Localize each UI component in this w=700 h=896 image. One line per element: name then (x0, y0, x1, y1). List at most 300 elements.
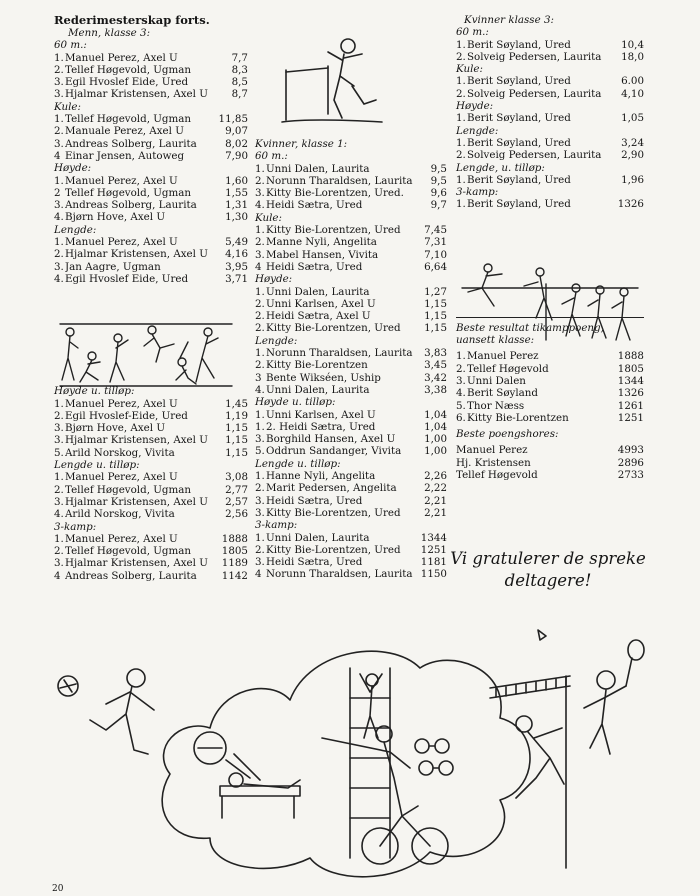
athlete-name: Heidi Sætra, Ured (266, 260, 363, 273)
athlete-name: Hanne Nyli, Angelita (266, 470, 376, 483)
rank: 1. (456, 112, 466, 125)
athlete-name: Solveig Pedersen, Laurita (467, 50, 602, 63)
rank: 1. (456, 75, 466, 88)
results-column-men-class-3 (54, 14, 248, 582)
results-column-women-class-3 (456, 14, 644, 481)
rank: 4. (54, 508, 64, 521)
result-value: 8,3 (231, 63, 248, 76)
result-value: 7,45 (424, 224, 447, 237)
result-value: 7,7 (231, 51, 248, 64)
rank: 1. (54, 51, 64, 64)
event-heading: 60 m.: (255, 150, 288, 163)
rank: 1. (54, 471, 64, 484)
result-value: 2896 (617, 456, 644, 469)
result-value: 1344 (617, 374, 644, 387)
result-row (255, 249, 447, 261)
athlete-name: Borghild Hansen, Axel U (266, 433, 396, 446)
rank: 2 (54, 186, 61, 199)
gymnastics-illustration (56, 318, 236, 390)
event-heading: Høyde: (54, 162, 92, 175)
results-group (255, 150, 447, 580)
result-value: 3,71 (225, 272, 248, 285)
result-row (54, 261, 248, 273)
rank: 2. (456, 149, 466, 162)
athlete-name: Mabel Hansen, Vivita (266, 248, 379, 261)
rank: 2. (54, 409, 64, 422)
rank: 4 (255, 260, 262, 273)
event-heading: Kule: (456, 63, 483, 76)
result-row (255, 236, 447, 248)
athlete-name: Tellef Høgevold, Ugman (65, 483, 192, 496)
result-value: 3,24 (621, 136, 644, 149)
result-row (54, 471, 248, 483)
result-value: 7,90 (225, 149, 248, 162)
rank: 3. (255, 556, 265, 569)
best-scorers-heading: Beste poengshores: (456, 428, 559, 441)
result-row (54, 508, 248, 520)
athlete-name: Hjalmar Kristensen, Axel U (65, 434, 208, 447)
result-row (54, 211, 248, 223)
event-heading: Lengde: (456, 124, 499, 137)
result-value: 1,15 (225, 446, 248, 459)
rank: 2. (255, 174, 265, 187)
event-heading: Kule: (255, 211, 282, 224)
result-row (255, 445, 447, 457)
rank: 2. (54, 483, 64, 496)
result-value: 9,5 (430, 174, 447, 187)
athlete-name: Andreas Solberg, Laurita (65, 199, 197, 212)
event-heading: 60 m.: (54, 39, 87, 52)
result-row (456, 375, 644, 387)
athlete-name: Egil Hvoslef Eide, Ured (65, 272, 189, 285)
athlete-name: Kitty Bie-Lorentzen, Ured (266, 322, 401, 335)
athlete-name: Berit Søyland, Ured (467, 173, 571, 186)
result-row (255, 224, 447, 236)
event-heading: Kule: (54, 100, 81, 113)
result-value: 1251 (617, 411, 644, 424)
result-row (255, 199, 447, 211)
athlete-name: Hjalmar Kristensen, Axel U (65, 557, 208, 570)
rank: 2. (255, 297, 265, 310)
result-value: 1,15 (424, 310, 447, 323)
result-value: 1888 (221, 532, 248, 545)
rank: 1. (54, 113, 64, 126)
result-value: 2,90 (621, 149, 644, 162)
result-row (456, 469, 644, 481)
result-value: 3,95 (225, 260, 248, 273)
result-row (255, 261, 447, 273)
rank: 2. (255, 359, 265, 372)
athlete-name: Andreas Solberg, Laurita (65, 137, 197, 150)
athlete-name: Kitty Bie-Lorentzen, Ured (266, 506, 401, 519)
result-row (54, 248, 248, 260)
results-group (54, 385, 248, 582)
rank: 2. (456, 50, 466, 63)
rank: 2. (255, 236, 265, 249)
rank: 4. (255, 199, 265, 212)
event-heading: Høyde u. tilløp: (54, 385, 135, 398)
result-value: 9,6 (430, 187, 447, 200)
result-row (54, 570, 248, 582)
rank: 3. (54, 199, 64, 212)
result-row (54, 113, 248, 125)
rank: 5. (54, 446, 64, 459)
athlete-name: Manuel Perez, Axel U (65, 471, 178, 484)
result-value: 7,10 (424, 248, 447, 261)
page-number: 20 (52, 884, 64, 894)
result-row (255, 482, 447, 494)
result-row (255, 384, 447, 396)
result-row (54, 236, 248, 248)
event-heading: 3-kamp: (54, 520, 97, 533)
result-value: 1326 (617, 198, 644, 211)
rank: 3. (54, 434, 64, 447)
athlete-name: Hjalmar Kristensen, Axel U (65, 495, 208, 508)
result-row (255, 495, 447, 507)
rank: 6. (456, 411, 466, 424)
result-value: 10,4 (621, 38, 644, 51)
rank: 3. (255, 433, 265, 446)
results-group (54, 39, 248, 285)
athlete-name: Arild Norskog, Vivita (65, 508, 175, 521)
athlete-name: Manuel Perez, Axel U (65, 174, 178, 187)
result-value: 11,85 (218, 113, 248, 126)
rank: 1. (54, 174, 64, 187)
result-row (456, 412, 644, 424)
result-row (255, 187, 447, 199)
result-row (456, 149, 644, 161)
rank: 3. (54, 260, 64, 273)
result-value: 18,0 (621, 50, 644, 63)
result-row (255, 359, 447, 371)
rank: 3. (54, 137, 64, 150)
result-value: 8,5 (231, 76, 248, 89)
athlete-name: Unni Dalen, Laurita (266, 162, 370, 175)
athlete-name: Kitty Bie-Lorentzen (467, 411, 569, 424)
result-value: 1,30 (225, 211, 248, 224)
result-value: 9,07 (225, 125, 248, 138)
athlete-name: Tellef Høgevold, Ugman (65, 63, 192, 76)
result-value: 1261 (617, 399, 644, 412)
rank: 2. (255, 322, 265, 335)
result-value: 2733 (617, 469, 644, 482)
rank: 4. (54, 272, 64, 285)
results-group (456, 26, 644, 210)
athlete-name: Kitty Bie-Lorentzen (266, 359, 368, 372)
event-heading: Høyde u. tilløp: (255, 396, 336, 409)
rank: 4 (255, 568, 262, 581)
rank: 4 (54, 569, 61, 582)
result-row (54, 138, 248, 150)
result-row (54, 187, 248, 199)
result-value: 1326 (617, 387, 644, 400)
rank: 2. (255, 310, 265, 323)
athlete-name: Berit Søyland, Ured (467, 112, 571, 125)
result-row (54, 52, 248, 64)
rank: 3. (255, 506, 265, 519)
athlete-name: Hj. Kristensen (456, 456, 531, 469)
athlete-name: Solveig Pedersen, Laurita (467, 87, 602, 100)
result-value: 4,16 (225, 248, 248, 261)
rank: 1. (54, 236, 64, 249)
athlete-name: Unni Dalen (467, 374, 526, 387)
result-value: 1,04 (424, 408, 447, 421)
rank: 2. (456, 87, 466, 100)
athlete-name: Kitty Bie-Lorentzen, Ured (266, 224, 401, 237)
result-value: 3,42 (424, 371, 447, 384)
result-value: 1189 (221, 557, 248, 570)
rank: 1. (456, 198, 466, 211)
rank: 1. (255, 285, 265, 298)
result-row (255, 298, 447, 310)
rank: 5. (456, 399, 466, 412)
result-row (54, 76, 248, 88)
result-value: 8,02 (225, 137, 248, 150)
result-value: 4993 (617, 444, 644, 457)
athlete-name: Oddrun Sandanger, Vivita (266, 445, 402, 458)
rank: 3. (54, 422, 64, 435)
result-value: 1344 (420, 531, 447, 544)
result-row (255, 470, 447, 482)
rank: 1. (54, 532, 64, 545)
result-value: 1,15 (424, 322, 447, 335)
result-row (255, 409, 447, 421)
athlete-name: Egil Hvoslef-Eide, Ured (65, 409, 188, 422)
athlete-name: Tellef Høgevold, Ugman (65, 545, 192, 558)
event-heading: Lengde: (255, 334, 298, 347)
athlete-name: Bjørn Hove, Axel U (65, 422, 166, 435)
event-heading: Lengde, u. tilløp: (456, 161, 545, 174)
result-row (255, 175, 447, 187)
congratulations-message (450, 548, 646, 592)
result-row (54, 410, 248, 422)
result-value: 5,49 (225, 236, 248, 249)
congratulations-line-2: deltagere! (504, 571, 592, 590)
rank: 4. (255, 383, 265, 396)
athlete-name: Unni Karlsen, Axel U (266, 297, 376, 310)
result-row (456, 88, 644, 100)
result-value: 6,64 (424, 260, 447, 273)
result-value: 2,57 (225, 495, 248, 508)
result-row (456, 174, 644, 186)
result-value: 3,83 (424, 347, 447, 360)
rank: 1. (54, 397, 64, 410)
sports-scene-illustration (50, 628, 650, 888)
result-value: 3,08 (225, 471, 248, 484)
event-heading: Høyde: (255, 273, 293, 286)
result-value: 1,55 (225, 186, 248, 199)
class-heading: Menn, klasse 3: (68, 27, 151, 39)
result-value: 1,05 (621, 112, 644, 125)
result-row (54, 533, 248, 545)
athlete-name: Berit Søyland, Ured (467, 136, 571, 149)
rank: 2. (255, 482, 265, 495)
event-heading: 60 m.: (456, 26, 489, 39)
rank: 1. (255, 224, 265, 237)
rank: 2. (54, 63, 64, 76)
result-value: 1,27 (424, 285, 447, 298)
result-row (456, 350, 644, 362)
athlete-name: Manuel Perez, Axel U (65, 397, 178, 410)
athlete-name: Bjørn Hove, Axel U (65, 211, 166, 224)
result-row (456, 51, 644, 63)
result-row (54, 484, 248, 496)
result-row (456, 457, 644, 469)
athlete-name: Unni Dalen, Laurita (266, 383, 370, 396)
athlete-name: Tellef Høgevold, Ugman (65, 186, 192, 199)
athlete-name: Norunn Tharaldsen, Laurita (266, 347, 413, 360)
result-row (54, 125, 248, 137)
rank: 1. (255, 420, 265, 433)
congratulations-line-1: Vi gratulerer de spreke (450, 549, 646, 568)
athlete-name: Tellef Høgevold, Ugman (65, 113, 192, 126)
result-row (54, 545, 248, 557)
rank: 1. (255, 408, 265, 421)
result-value: 1,15 (225, 422, 248, 435)
athlete-name: Einar Jensen, Autoweg (65, 149, 185, 162)
athlete-name: Kitty Bie-Lorentzen, Ured (266, 543, 401, 556)
result-value: 6.00 (621, 75, 644, 88)
athlete-name: Manuel Perez, Axel U (65, 236, 178, 249)
result-row (255, 286, 447, 298)
result-row (255, 322, 447, 334)
rank: 1. (456, 350, 466, 363)
rank: 2. (54, 125, 64, 138)
result-value: 1,31 (225, 199, 248, 212)
rank: 3. (54, 76, 64, 89)
rank: 1. (456, 38, 466, 51)
athlete-name: Berit Søyland, Ured (467, 198, 571, 211)
athlete-name: Norunn Tharaldsen, Laurita (266, 174, 413, 187)
result-value: 7,31 (424, 236, 447, 249)
result-row (255, 433, 447, 445)
high-jump-illustration (272, 30, 392, 130)
rank: 1. (255, 531, 265, 544)
result-row (255, 347, 447, 359)
result-row (456, 198, 644, 210)
rank: 2. (54, 248, 64, 261)
result-row (255, 163, 447, 175)
rank: 2. (456, 362, 466, 375)
jumping-illustration (458, 258, 642, 344)
result-value: 2,26 (424, 470, 447, 483)
athlete-name: Marit Pedersen, Angelita (266, 482, 397, 495)
result-row (255, 421, 447, 433)
rank: 4 (54, 149, 61, 162)
result-row (54, 150, 248, 162)
result-row (255, 532, 447, 544)
event-heading: 3-kamp: (255, 519, 298, 532)
rank: 2. (255, 543, 265, 556)
athlete-name: Jan Aagre, Ugman (65, 260, 161, 273)
athlete-name: Unni Dalen, Laurita (266, 285, 370, 298)
result-row (456, 387, 644, 399)
result-row (255, 507, 447, 519)
rank: 1. (255, 470, 265, 483)
athlete-name: Unni Karlsen, Axel U (266, 408, 376, 421)
result-row (456, 400, 644, 412)
event-heading: Lengde u. tilløp: (54, 459, 140, 472)
rank: 4. (54, 211, 64, 224)
result-row (54, 199, 248, 211)
result-value: 2,21 (424, 494, 447, 507)
result-value: 2,77 (225, 483, 248, 496)
event-heading: Lengde: (54, 223, 97, 236)
result-value: 9,7 (430, 199, 447, 212)
athlete-name: Manuel Perez, Axel U (65, 51, 178, 64)
athlete-name: Heidi Sætra, Ured (266, 199, 363, 212)
athlete-name: Berit Søyland, Ured (467, 75, 571, 88)
athlete-name: Manuel Perez (456, 444, 528, 457)
result-row (456, 444, 644, 456)
result-value: 1,60 (225, 174, 248, 187)
athlete-name: 2. Heidi Sætra, Ured (266, 420, 376, 433)
result-row (54, 398, 248, 410)
result-value: 2,56 (225, 508, 248, 521)
result-value: 1150 (420, 568, 447, 581)
athlete-name: Solveig Pedersen, Laurita (467, 149, 602, 162)
result-value: 1,45 (225, 397, 248, 410)
athlete-name: Hjalmar Kristensen, Axel U (65, 248, 208, 261)
result-value: 1,00 (424, 445, 447, 458)
athlete-name: Manne Nyli, Angelita (266, 236, 377, 249)
result-value: 1142 (221, 569, 248, 582)
result-value: 3,45 (424, 359, 447, 372)
athlete-name: Heidi Sætra, Ured (266, 494, 363, 507)
athlete-name: Thor Næss (467, 399, 525, 412)
result-row (456, 137, 644, 149)
rank: 3. (255, 494, 265, 507)
class-heading: Kvinner, klasse 1: (255, 138, 348, 150)
result-value: 1805 (617, 362, 644, 375)
rank: 1. (456, 136, 466, 149)
athlete-name: Manuel Perez (467, 350, 539, 363)
athlete-name: Andreas Solberg, Laurita (65, 569, 197, 582)
rank: 3. (54, 495, 64, 508)
result-value: 1888 (617, 350, 644, 363)
result-row (456, 112, 644, 124)
result-row (54, 175, 248, 187)
athlete-name: Manuel Perez, Axel U (65, 532, 178, 545)
rank: 3. (255, 248, 265, 261)
athlete-name: Tellef Høgevold (467, 362, 549, 375)
athlete-name: Manuale Perez, Axel U (65, 125, 184, 138)
best-results-heading: Beste resultat tikamppoeng, uansett klasse: (456, 321, 604, 347)
result-value: 1,96 (621, 173, 644, 186)
rank: 3. (456, 374, 466, 387)
result-row (54, 434, 248, 446)
athlete-name: Berit Søyland (467, 387, 539, 400)
result-value: 1,19 (225, 409, 248, 422)
rank: 3. (54, 557, 64, 570)
result-value: 3,38 (424, 383, 447, 396)
page-title: Rederimesterskap forts. (54, 13, 210, 27)
rank: 3 (255, 371, 262, 384)
best-results-list (456, 350, 644, 424)
result-row (54, 273, 248, 285)
athlete-name: Kitty Bie-Lorentzen, Ured. (266, 187, 404, 200)
result-row (54, 64, 248, 76)
event-heading: Lengde u. tilløp: (255, 457, 341, 470)
rank: 1. (255, 347, 265, 360)
rank: 3. (54, 88, 64, 101)
result-row (456, 39, 644, 51)
result-value: 8,7 (231, 88, 248, 101)
result-row (456, 363, 644, 375)
result-row (54, 447, 248, 459)
result-value: 9,5 (430, 162, 447, 175)
event-heading: 3-kamp: (456, 186, 499, 199)
